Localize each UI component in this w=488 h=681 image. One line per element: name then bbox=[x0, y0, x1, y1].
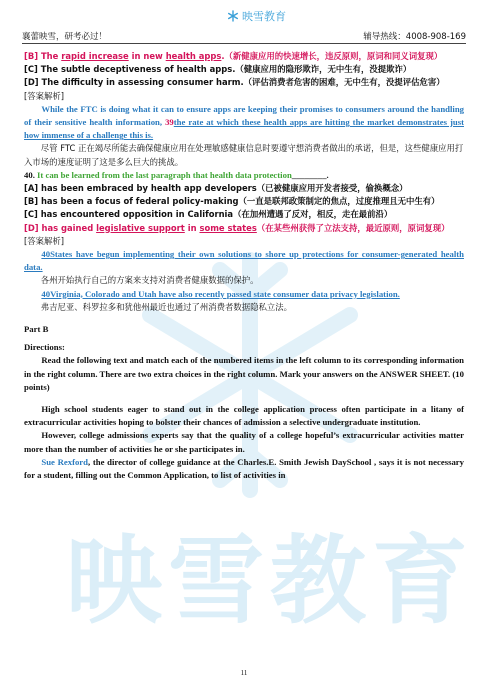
brand-logo bbox=[227, 8, 286, 24]
page-number: 11 bbox=[240, 669, 248, 677]
q40-analysis-translation-1: 各州开始执行自己的方案来支持对消费者健康数据的保护。 bbox=[40, 275, 259, 286]
q39-analysis-part-1: While the FTC is doing what it can to ensure apps are keeping their promises to consumers around the handling of their sensitive health information, bbox=[24, 103, 464, 128]
watermark-text: 映雪教育 bbox=[66, 525, 474, 637]
q39-option-b-keyword-1: rapid increase bbox=[61, 51, 129, 61]
q39-option-b-prefix: [B] The bbox=[24, 51, 62, 61]
q39-option-c: [C] The subtle deceptiveness of health apps.（健康应用的隐形欺诈，无中生有，没提欺诈） bbox=[24, 64, 412, 75]
q40-stem-end: . bbox=[326, 169, 329, 180]
q40-option-d bbox=[24, 222, 464, 235]
q40-analysis-label: [答案解析] bbox=[24, 235, 65, 246]
q39-option-b-middle: in new bbox=[128, 51, 166, 61]
q40-stem-text: It can be learned from the last paragraph that health data protection bbox=[37, 169, 292, 180]
q39-option-b bbox=[24, 50, 464, 63]
q39-analysis-part-2: the rate at which these health apps are hitting the market demonstrates just how immense of a challenge this is. bbox=[24, 117, 464, 141]
q40-option-d-note: （在某些州获得了立法支持，最近原则，原词复现） bbox=[256, 222, 450, 233]
page-header bbox=[22, 8, 466, 46]
q40-analysis-sentence-1: 40States have begun implementing their own solutions to shore up protections for consumer-generated health data. bbox=[24, 249, 464, 273]
q40-option-a: [A] has been embraced by health app developers（已被健康应用开发者接受，偷换概念） bbox=[24, 183, 408, 194]
q39-analysis-label: [答案解析] bbox=[24, 90, 65, 101]
q40-analysis-sentence-2: 40Virginia, Colorado and Utah have also recently passed state consumer data privacy legislation. bbox=[41, 288, 400, 299]
q40-analysis-translation-2: 弗吉尼亚、科罗拉多和犹他州最近也通过了州消费者数据隐私立法。 bbox=[40, 301, 293, 312]
q39-analysis-translation: 尽管 FTC 正在竭尽所能去确保健康应用在处理敏感健康信息时要遵守想消费者做出的承诺，但是，这些健康应用打入市场的速度证明了这是多么巨大的挑战。 bbox=[24, 143, 464, 167]
q40-blank: ________ bbox=[291, 169, 327, 180]
q39-option-d: [D] The difficulty in assessing consumer harm.（评估消费者危害的困难，无中生有，没提评估危害） bbox=[24, 77, 445, 88]
directions-text: Read the following text and match each of the numbered items in the left column to its corresponding information in the right column. There are two extra choices in the right column. Mark your answers on the ANSWER SHEET. (10 points) bbox=[24, 355, 464, 392]
passage-paragraph-1: High school students eager to stand out in the college application process often participate in a litany of extracurricular activities hoping to bolster their chances of admission a selective undergraduate institution. bbox=[24, 404, 464, 428]
q40-option-d-middle: in bbox=[184, 222, 200, 233]
person-name: Sue Rexford bbox=[41, 456, 88, 467]
directions-label: Directions: bbox=[24, 342, 65, 353]
snowflake-logo-icon bbox=[227, 10, 239, 22]
header-hotline: 辅导热线：4008-908-169 bbox=[363, 32, 466, 42]
passage-paragraph-3 bbox=[24, 456, 464, 482]
q40-option-c: [C] has encountered opposition in California（在加州遭遇了反对，相反，走在最前沿） bbox=[24, 209, 393, 220]
passage-paragraph-3-text: , the director of college guidance at the Charles.E. Smith Jewish DaySchool , says it is not necessary for a student, filling out the Common Application, to list of activities in bbox=[24, 456, 464, 481]
q39-option-b-note: .（新健康应用的快速增长，违反原则，原词和同义词复现） bbox=[221, 51, 443, 61]
header-slogan: 襄蕾映雪，研考必过！ bbox=[22, 32, 108, 42]
logo-text: 映雪教育 bbox=[242, 10, 286, 23]
q40-stem bbox=[24, 169, 464, 182]
q39-analysis-text bbox=[24, 103, 464, 143]
page-content bbox=[24, 50, 464, 482]
q40-number: 40. bbox=[24, 169, 35, 180]
part-b-title: Part B bbox=[24, 324, 49, 335]
passage-paragraph-2: However, college admissions experts say that the quality of a college hopeful’s extracurricular activities matter more than the number of activities he or she participates in. bbox=[24, 430, 464, 454]
q40-option-d-prefix: [D] has gained bbox=[24, 222, 97, 233]
q39-analysis-number: 39 bbox=[165, 117, 174, 128]
q40-option-b: [B] has been a focus of federal policy-making（一直是联邦政策制定的焦点，过度推理且无中生有） bbox=[24, 196, 440, 207]
q39-option-b-keyword-2: health apps bbox=[165, 51, 222, 61]
q40-option-d-keyword-2: some states bbox=[199, 222, 257, 233]
q40-option-d-keyword-1: legislative support bbox=[96, 222, 185, 233]
header-divider bbox=[22, 43, 466, 44]
